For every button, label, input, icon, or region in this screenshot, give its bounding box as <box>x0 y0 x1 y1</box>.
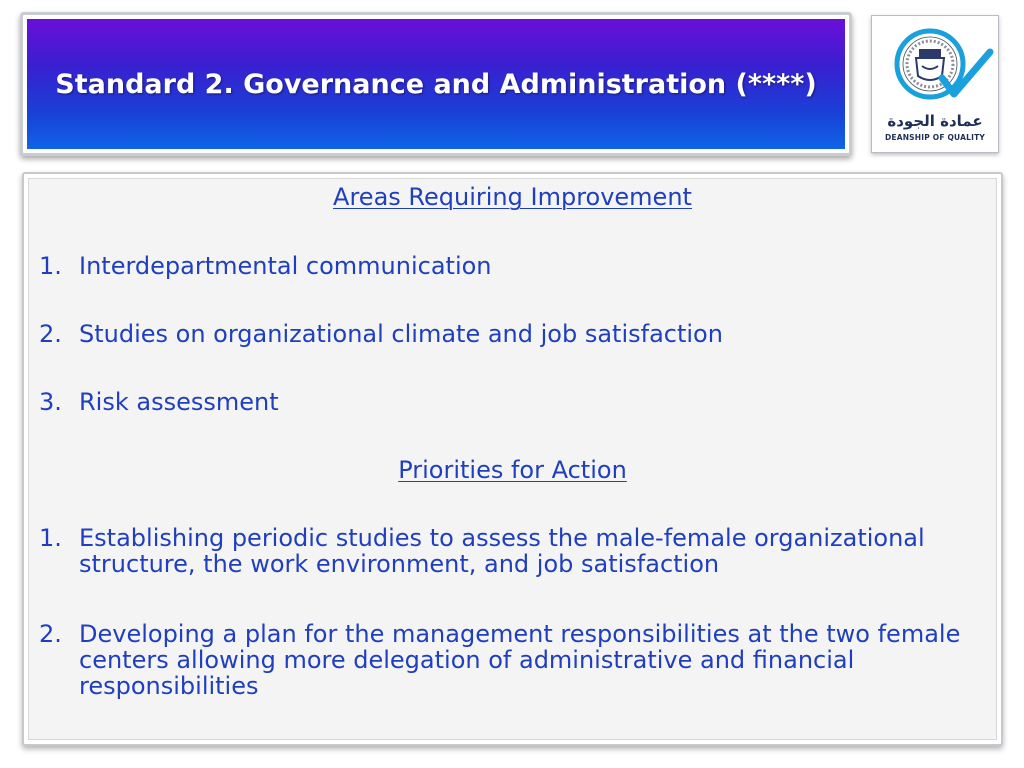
title-banner-fill <box>27 19 845 149</box>
content-panel-body <box>28 178 997 740</box>
slide-title: Standard 2. Governance and Administration (****) <box>55 68 817 100</box>
title-banner <box>20 12 852 156</box>
list-text: Interdepartmental communication <box>79 252 492 280</box>
list-item <box>39 253 989 279</box>
list-number: 2. <box>39 320 62 348</box>
list-item <box>39 525 989 577</box>
areas-heading: Areas Requiring Improvement <box>333 183 692 211</box>
priorities-heading: Priorities for Action <box>398 456 627 484</box>
deanship-logo <box>871 15 999 153</box>
list-item <box>39 321 989 347</box>
list-text: Risk assessment <box>79 388 279 416</box>
list-item <box>39 621 989 699</box>
logo-arabic-text: عمادة الجودة <box>887 112 983 130</box>
list-text: Developing a plan for the management responsibilities at the two female centers allowing more delegation of administrative and financial responsibilities <box>79 620 961 700</box>
list-number: 1. <box>39 524 62 552</box>
list-number: 2. <box>39 620 62 648</box>
content-panel <box>22 172 1003 746</box>
logo-english-text: DEANSHIP OF QUALITY <box>884 133 986 142</box>
list-text: Establishing periodic studies to assess the male-female organizational structure, the work environment, and job satisfaction <box>79 524 925 578</box>
list-text: Studies on organizational climate and job satisfaction <box>79 320 723 348</box>
list-item <box>39 389 989 415</box>
seal-icon <box>872 16 998 112</box>
list-number: 1. <box>39 252 62 280</box>
list-number: 3. <box>39 388 62 416</box>
